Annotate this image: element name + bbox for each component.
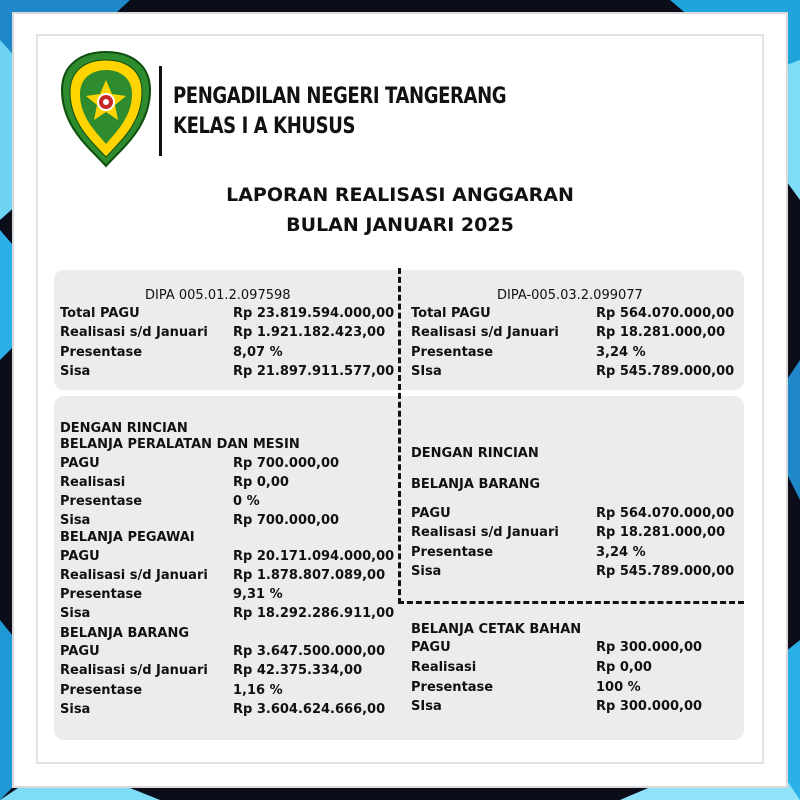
dipa-right-label-0: Total PAGU <box>411 306 491 321</box>
detail-right-s1-value-3: Rp 300.000,00 <box>596 699 703 714</box>
detail-left-s2-label-2: Presentase <box>60 683 143 698</box>
detail-right-s0-label-1: Realisasi s/d Januari <box>411 525 559 540</box>
dipa-right-label-3: SIsa <box>411 364 442 379</box>
detail-right-s0-value-1: Rp 18.281.000,00 <box>596 525 726 540</box>
detail-left-s1-label-2: Presentase <box>60 587 143 602</box>
detail-left-s1-value-3: Rp 18.292.286.911,00 <box>233 606 395 621</box>
detail-left-s0-value-0: Rp 700.000,00 <box>233 456 340 471</box>
dipa-left-value-0: Rp 23.819.594.000,00 <box>233 306 395 321</box>
detail-left-s1-value-2: 9,31 % <box>233 587 283 602</box>
detail-left-s2-value-2: 1,16 % <box>233 683 283 698</box>
institution-name <box>173 82 506 142</box>
detail-right-s1-label-1: Realisasi <box>411 660 477 675</box>
detail-left-s2-value-1: Rp 42.375.334,00 <box>233 663 363 678</box>
dipa-right-value-0: Rp 564.070.000,00 <box>596 306 735 321</box>
detail-left-s2-label-3: Sisa <box>60 702 91 717</box>
detail-right-section-1-title: BELANJA CETAK BAHAN <box>411 622 582 637</box>
detail-left-s2-label-0: PAGU <box>60 644 100 659</box>
detail-left-s2-label-1: Realisasi s/d Januari <box>60 663 208 678</box>
detail-left-s1-label-1: Realisasi s/d Januari <box>60 568 208 583</box>
detail-right-section-0-title: BELANJA BARANG <box>411 477 541 492</box>
report-subtitle: BULAN JANUARI 2025 <box>286 214 514 236</box>
institution-line1: PENGADILAN NEGERI TANGERANG <box>173 84 507 109</box>
detail-right-s1-value-1: Rp 0,00 <box>596 660 652 675</box>
header-divider <box>159 66 162 156</box>
dipa-right-value-3: Rp 545.789.000,00 <box>596 364 735 379</box>
detail-right-s0-label-3: Sisa <box>411 564 442 579</box>
detail-right-s0-value-0: Rp 564.070.000,00 <box>596 506 735 521</box>
detail-left-s2-value-3: Rp 3.604.624.666,00 <box>233 702 386 717</box>
detail-left-section-0-title: BELANJA PERALATAN DAN MESIN <box>60 437 300 452</box>
report-title: LAPORAN REALISASI ANGGARAN <box>226 184 574 206</box>
detail-left-s1-label-3: Sisa <box>60 606 91 621</box>
detail-left-s0-value-2: 0 % <box>233 494 260 509</box>
detail-left-s1-value-1: Rp 1.878.807.089,00 <box>233 568 386 583</box>
court-logo <box>60 50 152 168</box>
dipa-left-label-0: Total PAGU <box>60 306 140 321</box>
dipa-right-value-2: 3,24 % <box>596 345 646 360</box>
dipa-left-value-1: Rp 1.921.182.423,00 <box>233 325 386 340</box>
detail-right-s0-label-0: PAGU <box>411 506 451 521</box>
detail-left-s1-value-0: Rp 20.171.094.000,00 <box>233 549 395 564</box>
detail-left-s1-label-0: PAGU <box>60 549 100 564</box>
detail-right-s1-label-0: PAGU <box>411 640 451 655</box>
detail-left-s0-label-1: Realisasi <box>60 475 126 490</box>
detail-right-s0-label-2: Presentase <box>411 545 494 560</box>
dipa-left-value-2: 8,07 % <box>233 345 283 360</box>
dipa-left-label-3: Sisa <box>60 364 91 379</box>
institution-line2: KELAS I A KHUSUS <box>173 114 356 139</box>
detail-left-s0-label-3: Sisa <box>60 513 91 528</box>
column-divider <box>398 268 401 604</box>
detail-left-s0-label-2: Presentase <box>60 494 143 509</box>
detail-right-s1-value-0: Rp 300.000,00 <box>596 640 703 655</box>
detail-right-s0-value-2: 3,24 % <box>596 545 646 560</box>
detail-left-section-2-title: BELANJA BARANG <box>60 626 190 641</box>
dipa-right-label-2: Presentase <box>411 345 494 360</box>
dipa-left-label-2: Presentase <box>60 345 143 360</box>
detail-left-section-1-title: BELANJA PEGAWAI <box>60 530 195 545</box>
dipa-left-heading: DIPA 005.01.2.097598 <box>145 288 291 303</box>
detail-left-s0-value-1: Rp 0,00 <box>233 475 289 490</box>
dipa-left-label-1: Realisasi s/d Januari <box>60 325 208 340</box>
dipa-left-value-3: Rp 21.897.911.577,00 <box>233 364 395 379</box>
detail-right-s1-label-3: SIsa <box>411 699 442 714</box>
detail-right-heading: DENGAN RINCIAN <box>411 446 539 461</box>
dipa-right-label-1: Realisasi s/d Januari <box>411 325 559 340</box>
detail-left-s0-value-3: Rp 700.000,00 <box>233 513 340 528</box>
detail-right-s1-value-2: 100 % <box>596 680 641 695</box>
dipa-right-heading: DIPA-005.03.2.099077 <box>497 288 643 303</box>
detail-right-s1-label-2: Presentase <box>411 680 494 695</box>
row-divider <box>398 601 744 604</box>
detail-left-s0-label-0: PAGU <box>60 456 100 471</box>
detail-right-s0-value-3: Rp 545.789.000,00 <box>596 564 735 579</box>
detail-left-heading: DENGAN RINCIAN <box>60 421 188 436</box>
detail-left-s2-value-0: Rp 3.647.500.000,00 <box>233 644 386 659</box>
dipa-right-value-1: Rp 18.281.000,00 <box>596 325 726 340</box>
